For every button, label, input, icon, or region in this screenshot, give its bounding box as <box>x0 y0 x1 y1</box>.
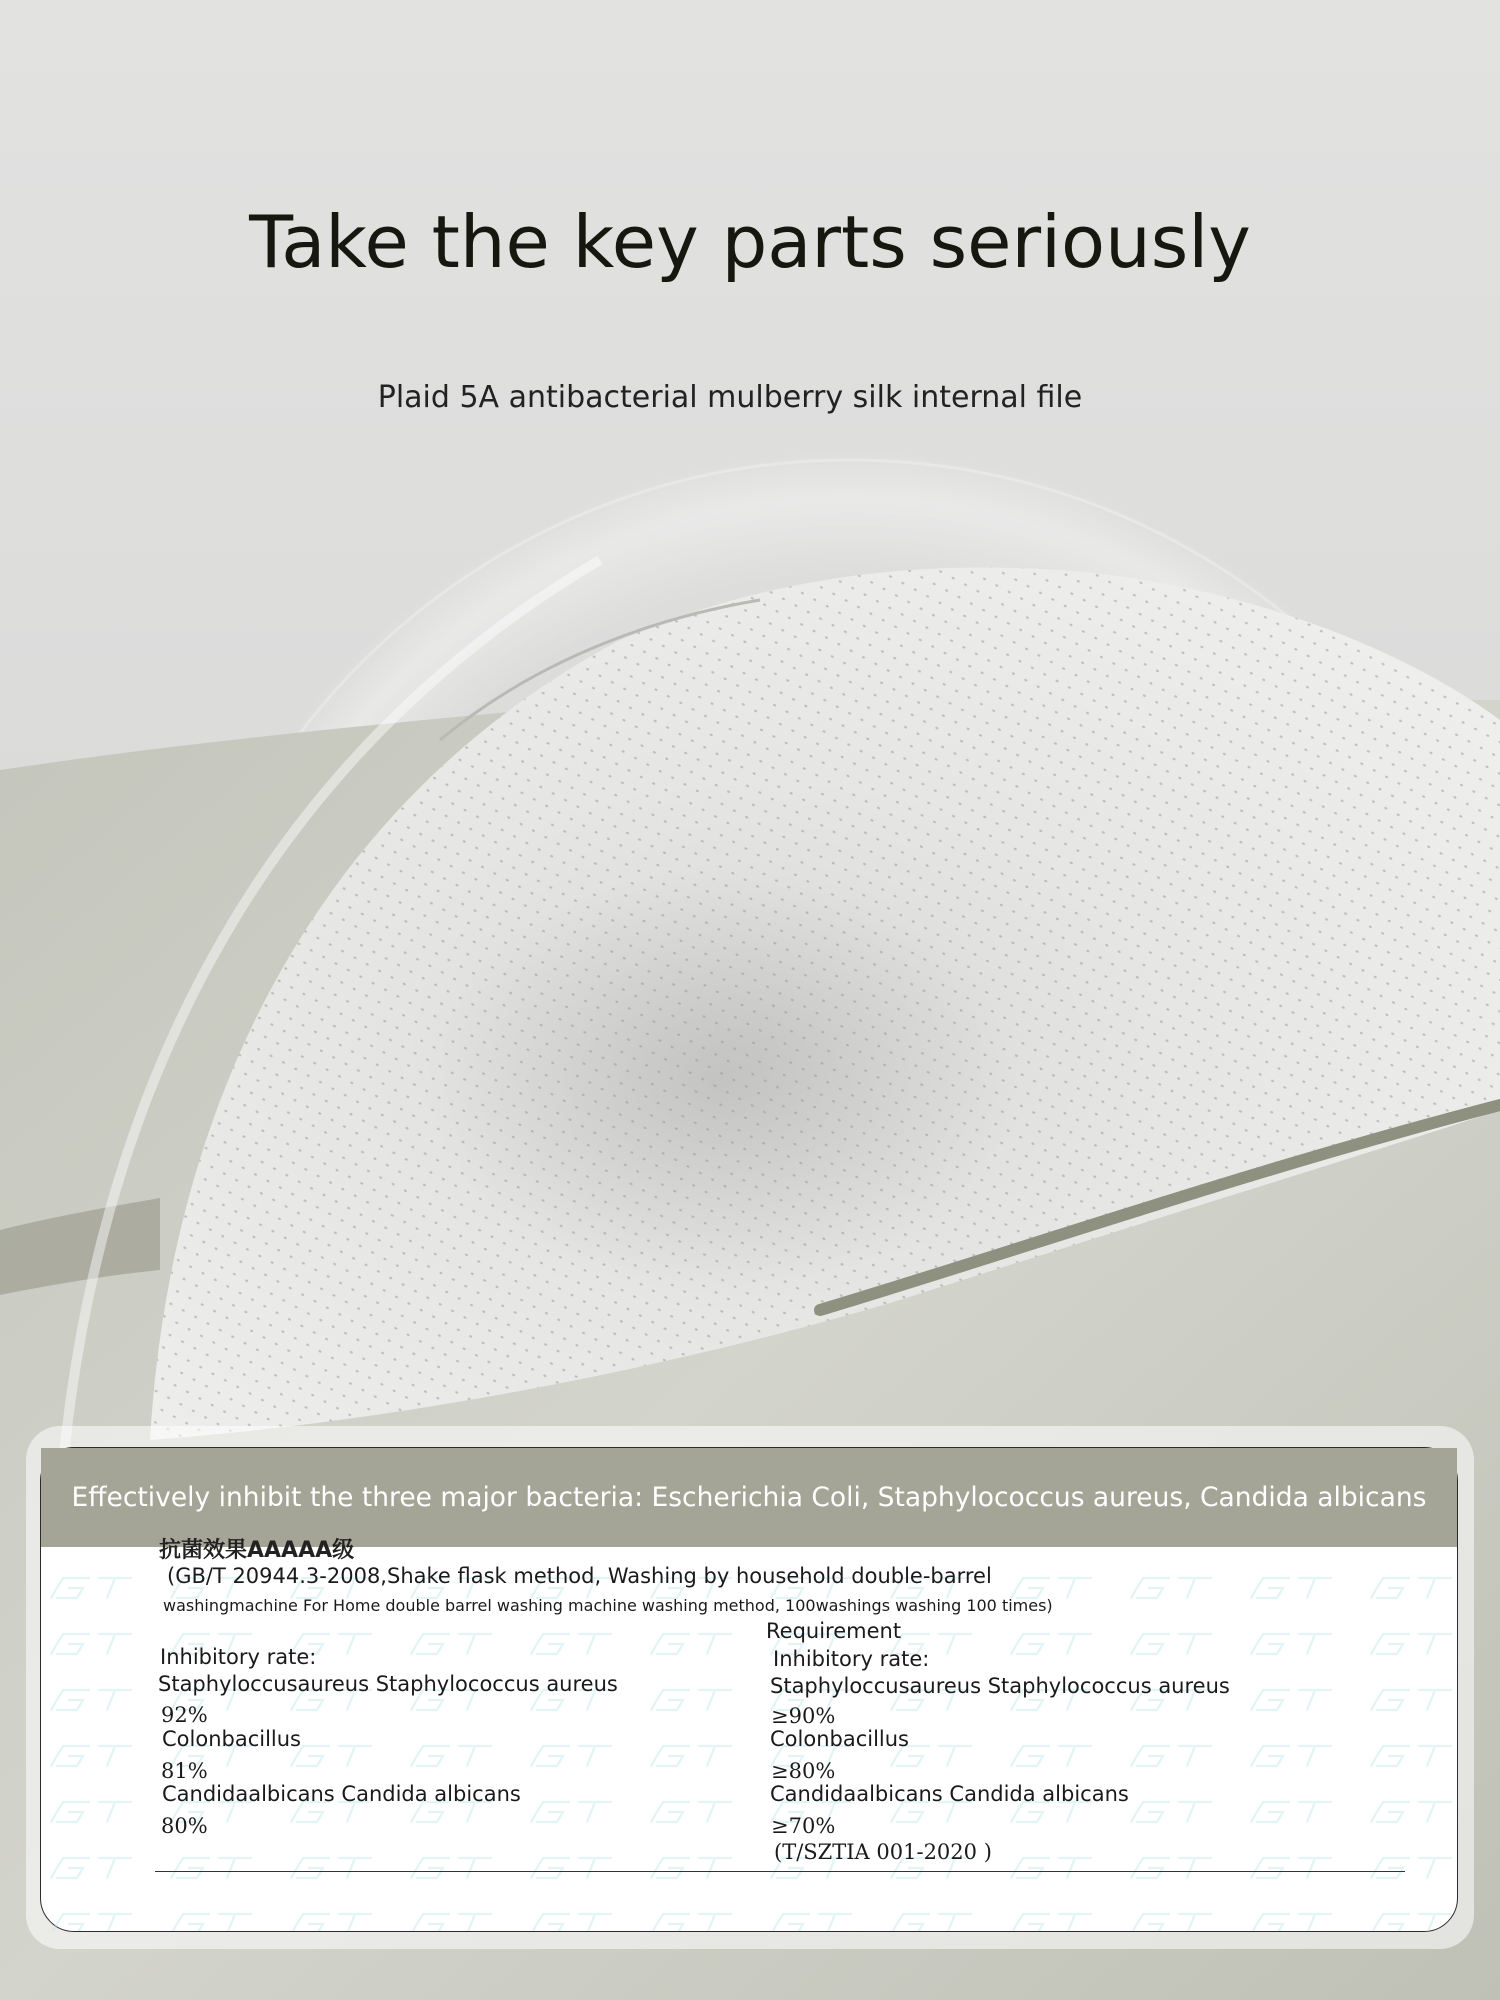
left-candida-label: Candidaalbicans Candida albicans <box>162 1782 521 1806</box>
method-line-1: (GB/T 20944.3-2008,Shake flask method, Washing by household double-barrel <box>167 1564 992 1588</box>
divider-line <box>155 1871 1405 1872</box>
method-line-2: washingmachine For Home double barrel washing machine washing method, 100washings washing 100 times) <box>163 1596 1053 1615</box>
right-inhibitory-label: Inhibitory rate: <box>773 1647 930 1671</box>
headline: Take the key parts seriously <box>249 200 1251 284</box>
card-header-text: Effectively inhibit the three major bacteria: Escherichia Coli, Staphylococcus aureus, Candida albicans <box>71 1482 1427 1513</box>
left-staph-value: 92% <box>161 1703 208 1727</box>
left-candida-value: 80% <box>161 1814 208 1838</box>
right-staph-value: ≥90% <box>771 1704 836 1728</box>
right-candida-label: Candidaalbicans Candida albicans <box>770 1782 1129 1806</box>
left-inhibitory-label: Inhibitory rate: <box>160 1645 317 1669</box>
right-coli-label: Colonbacillus <box>770 1727 910 1751</box>
right-coli-value: ≥80% <box>771 1759 836 1783</box>
subheadline: Plaid 5A antibacterial mulberry silk internal file <box>377 380 1083 415</box>
antibacterial-info-card <box>40 1447 1458 1932</box>
left-coli-value: 81% <box>161 1759 208 1783</box>
right-candida-value: ≥70% <box>771 1814 836 1838</box>
cut-title: 抗菌效果AAAAA级 <box>159 1538 355 1563</box>
left-coli-label: Colonbacillus <box>162 1727 302 1751</box>
standard-reference: (T/SZTIA 001-2020 ) <box>774 1840 992 1864</box>
requirement-label: Requirement <box>766 1619 902 1643</box>
right-staph-label: Staphyloccusaureus Staphylococcus aureus <box>770 1674 1230 1698</box>
left-staph-label: Staphyloccusaureus Staphylococcus aureus <box>158 1672 618 1696</box>
